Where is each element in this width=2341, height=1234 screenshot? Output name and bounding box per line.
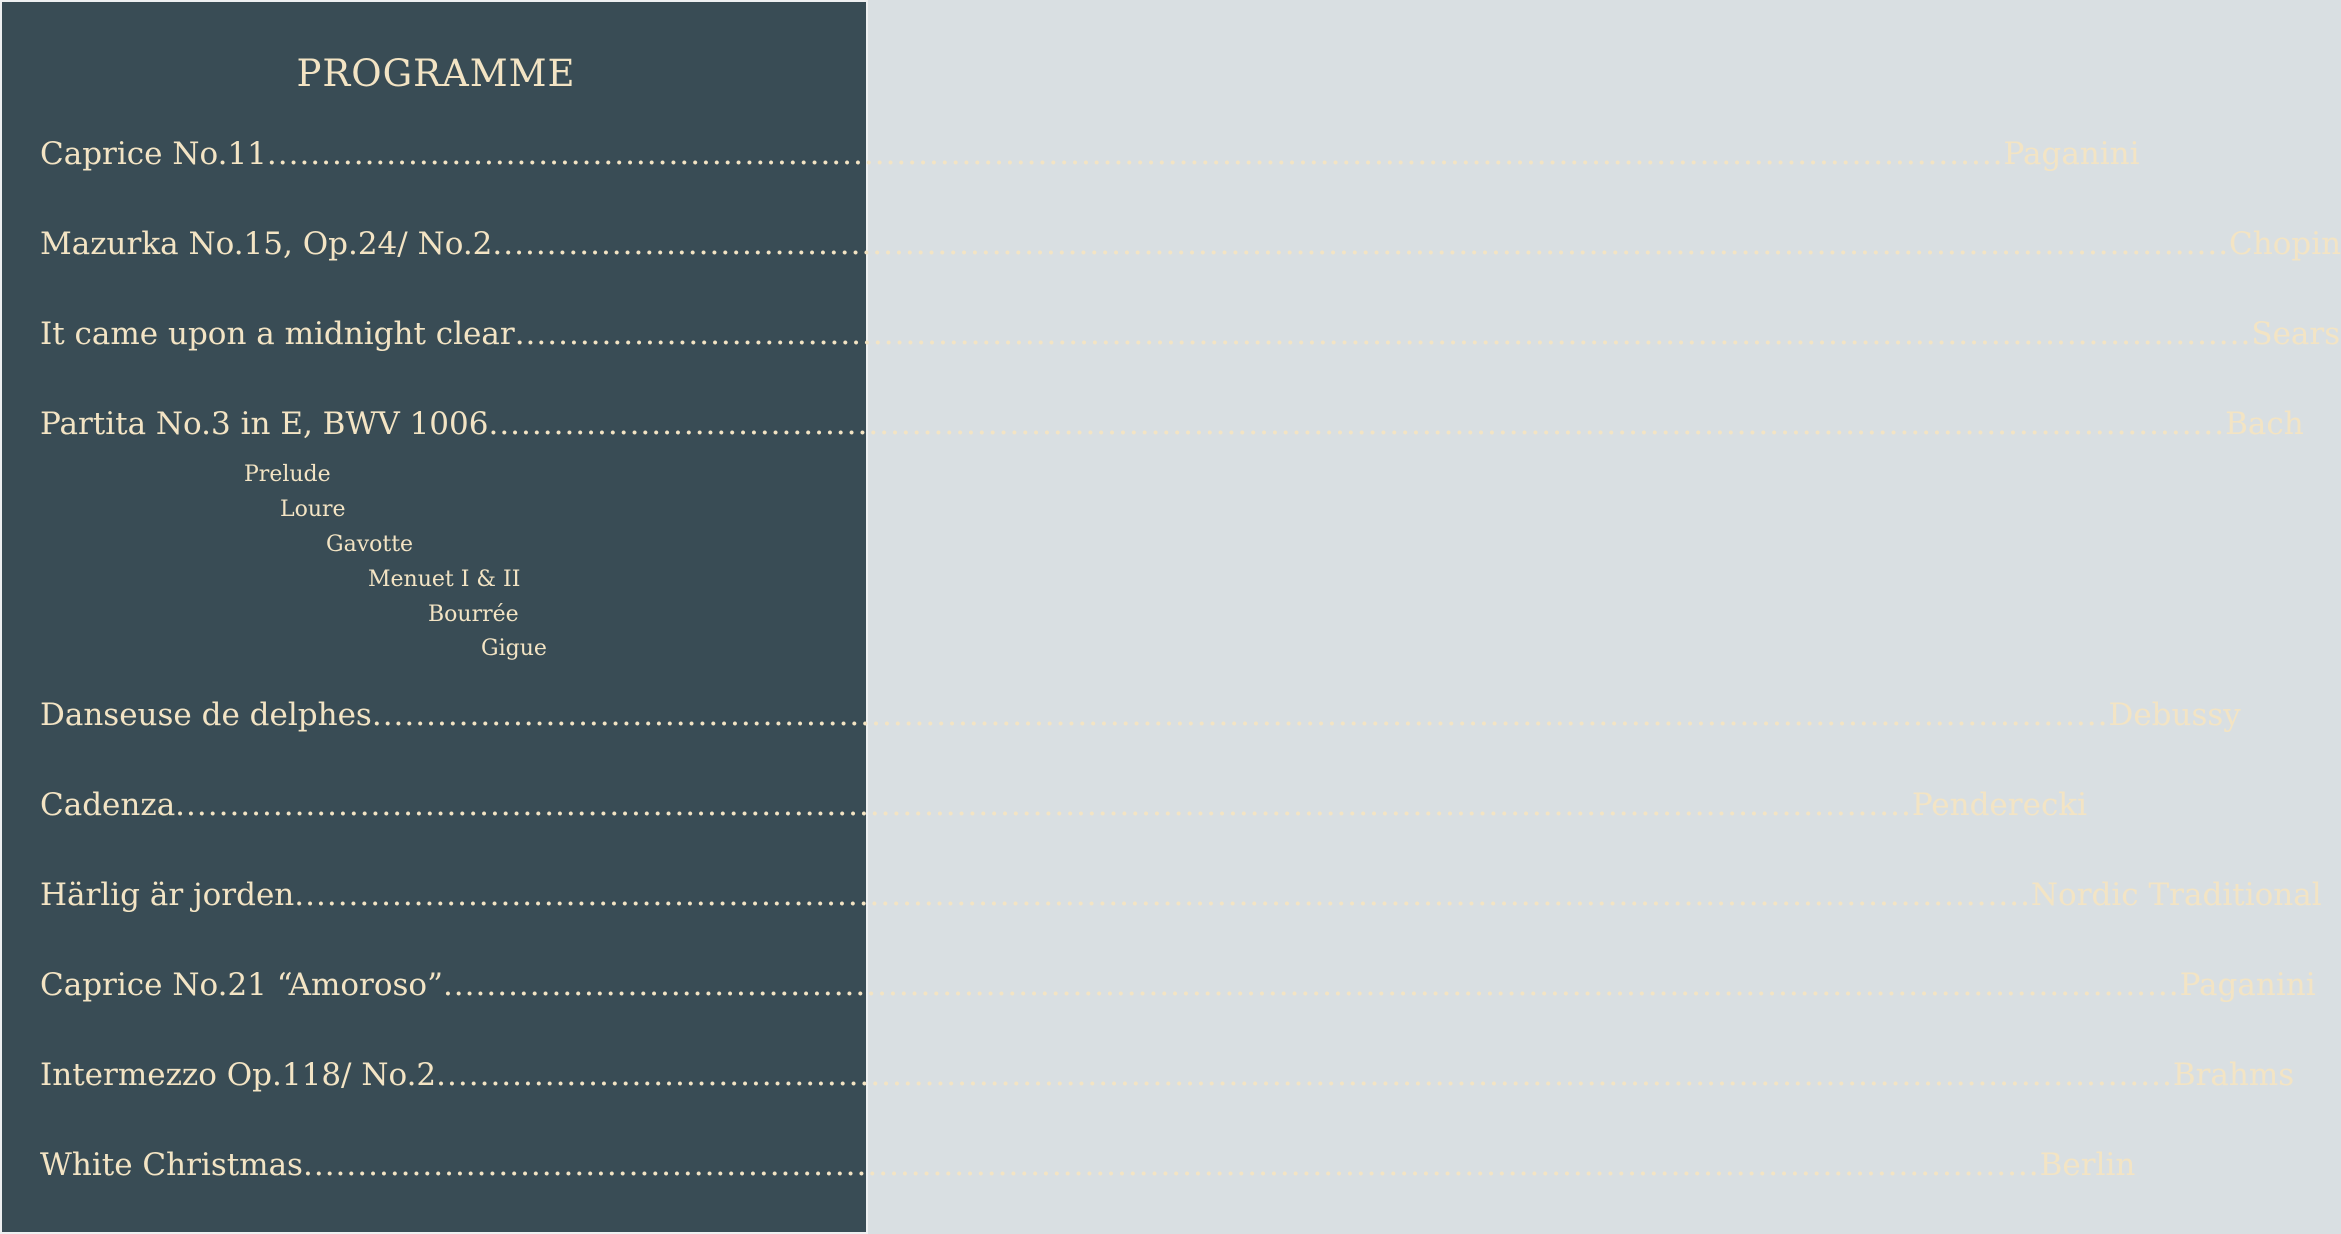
dot-leader: ................................................................................................................................................................	[436, 1057, 2173, 1093]
composer-name: Berlin	[2039, 1147, 2136, 1183]
composer-name: Penderecki	[1911, 787, 2088, 823]
programme-entry	[40, 695, 2241, 735]
dot-leader: ................................................................................................................................................................	[302, 1147, 2040, 1183]
movement-title: Gigue	[481, 636, 547, 661]
composer-name: Paganini	[2003, 136, 2140, 172]
piece-title: It came upon a midnight clear	[40, 316, 515, 352]
composer-name: Brahms	[2172, 1057, 2295, 1093]
movement-title: Menuet I & II	[368, 567, 521, 592]
movement-title: Bourrée	[428, 602, 519, 627]
dot-leader: ................................................................................................................................................................	[492, 226, 2230, 262]
composer-name: Debussy	[2108, 697, 2241, 733]
composer-name: Sears	[2251, 316, 2341, 352]
piece-title: Danseuse de delphes	[40, 697, 372, 733]
dot-leader: ................................................................................................................................................................	[514, 316, 2252, 352]
programme-entry	[40, 134, 2140, 174]
composer-name: Bach	[2225, 406, 2304, 442]
dot-leader: ................................................................................................................................................................	[442, 967, 2180, 1003]
dot-leader: ................................................................................................................................................................	[175, 787, 1912, 823]
programme-entry	[40, 965, 2316, 1005]
movement-title: Gavotte	[326, 532, 414, 557]
piece-title: Mazurka No.15, Op.24/ No.2	[40, 226, 493, 262]
piece-title: Härlig är jorden	[40, 877, 295, 913]
dot-leader: ................................................................................................................................................................	[266, 136, 2004, 172]
dot-leader: ................................................................................................................................................................	[488, 406, 2226, 442]
piece-title: Partita No.3 in E, BWV 1006	[40, 406, 489, 442]
composer-name: Chopin	[2229, 226, 2341, 262]
dot-leader: ................................................................................................................................................................	[294, 877, 2031, 913]
programme-entry	[40, 1145, 2136, 1185]
programme-entry	[40, 875, 2322, 915]
programme-entry	[40, 1055, 2295, 1095]
programme-entry	[40, 785, 2088, 825]
programme-entry	[40, 404, 2304, 444]
piece-title: White Christmas	[40, 1147, 303, 1183]
movement-title: Loure	[280, 497, 346, 522]
piece-title: Caprice No.21 “Amoroso”	[40, 967, 443, 1003]
programme-entry	[40, 314, 2341, 354]
piece-title: Caprice No.11	[40, 136, 267, 172]
composer-name: Nordic Traditional	[2030, 877, 2322, 913]
movement-title: Prelude	[244, 462, 331, 487]
piece-title: Intermezzo Op.118/ No.2	[40, 1057, 437, 1093]
composer-name: Paganini	[2179, 967, 2316, 1003]
page-title: PROGRAMME	[296, 52, 576, 95]
dot-leader: ................................................................................................................................................................	[371, 697, 2109, 733]
programme-entry	[40, 224, 2341, 264]
piece-title: Cadenza	[40, 787, 176, 823]
